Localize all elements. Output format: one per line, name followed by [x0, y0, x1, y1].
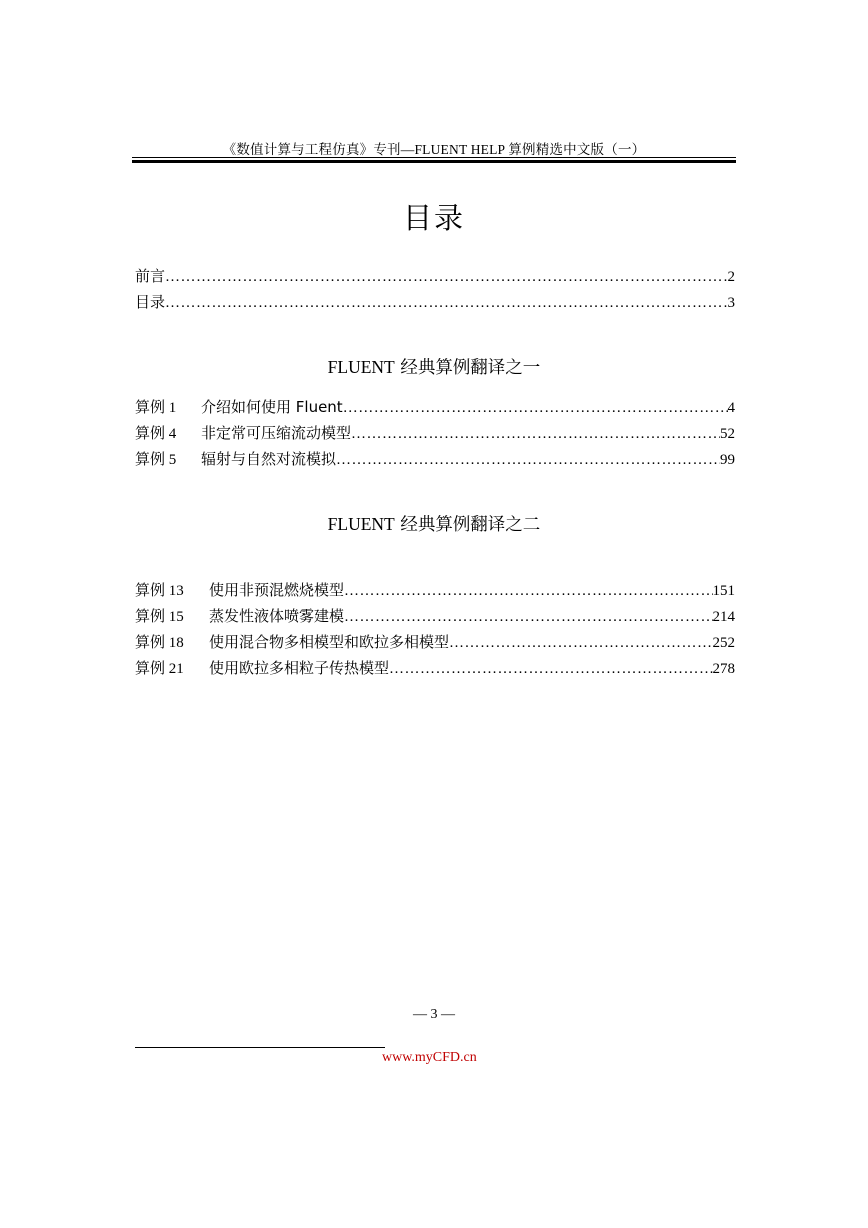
toc-page-number: 99	[720, 452, 735, 468]
toc-row-case-13[interactable]	[135, 579, 735, 601]
toc-page-number: 4	[727, 400, 735, 416]
toc-page-number: 52	[720, 426, 735, 442]
toc-page-number: 3	[727, 295, 735, 311]
header-rule-thin	[132, 157, 736, 158]
running-header: 《数值计算与工程仿真》专刊—FLUENT HELP 算例精选中文版（一）	[222, 142, 646, 157]
toc-label: 前言	[135, 267, 166, 285]
toc-entry-title: 蒸发性液体喷雾建模	[209, 607, 345, 625]
toc-row-contents[interactable]	[135, 291, 735, 313]
toc-entry-title: 使用非预混燃烧模型	[209, 581, 345, 599]
toc-row-case-4[interactable]	[135, 422, 735, 444]
toc-label	[135, 579, 209, 600]
toc-leader-dots	[351, 426, 720, 443]
section-heading-text: 经典算例翻译之一	[394, 358, 541, 378]
section-heading-text: 经典算例翻译之二	[394, 515, 541, 535]
page-title: 目录	[402, 201, 465, 235]
toc-case-number: 算例 21	[135, 661, 184, 677]
toc-leader-dots	[344, 609, 712, 626]
header-rule-thick	[132, 160, 736, 163]
toc-row-case-15[interactable]	[135, 605, 735, 627]
toc-label	[135, 448, 201, 469]
toc-page-number: 252	[712, 635, 735, 651]
toc-entry-title: 辐射与自然对流模拟	[201, 450, 337, 468]
toc-leader-dots	[165, 269, 727, 286]
toc-leader-dots	[343, 400, 728, 417]
toc-row-preface[interactable]	[135, 265, 735, 287]
section-heading-1	[132, 354, 736, 379]
toc-case-number: 算例 15	[135, 609, 184, 625]
toc-leader-dots	[389, 661, 712, 678]
toc-row-case-18[interactable]	[135, 631, 735, 653]
toc-leader-dots	[449, 635, 712, 652]
toc-case-number: 算例 1	[135, 400, 177, 416]
toc-page-number: 278	[712, 661, 735, 677]
toc-label	[135, 396, 201, 417]
toc-label	[135, 631, 209, 652]
toc-row-case-21[interactable]	[135, 657, 735, 679]
toc-case-number: 算例 13	[135, 583, 184, 599]
section-heading-prefix: FLUENT	[327, 514, 395, 534]
page-number: — 3 —	[413, 1007, 455, 1022]
toc-label: 目录	[135, 293, 166, 311]
toc-case-number: 算例 5	[135, 452, 177, 468]
toc-entry-title: 使用欧拉多相粒子传热模型	[209, 659, 390, 677]
toc-entry-title: 使用混合物多相模型和欧拉多相模型	[209, 633, 450, 651]
toc-leader-dots	[165, 295, 727, 312]
toc-page-number: 151	[712, 583, 735, 599]
toc-entry-title: 非定常可压缩流动模型	[201, 424, 352, 442]
footer-url-link[interactable]: www.myCFD.cn	[382, 1050, 477, 1065]
toc-row-case-5[interactable]	[135, 448, 735, 470]
toc-entry-title: 介绍如何使用 Fluent	[201, 398, 343, 416]
toc-case-number: 算例 18	[135, 635, 184, 651]
toc-case-number: 算例 4	[135, 426, 177, 442]
footer-rule	[135, 1047, 385, 1048]
toc-label	[135, 605, 209, 626]
toc-leader-dots	[336, 452, 720, 469]
toc-leader-dots	[344, 583, 712, 600]
toc-row-case-1[interactable]	[135, 396, 735, 418]
section-heading-2	[132, 511, 736, 536]
toc-label	[135, 422, 201, 443]
toc-page-number: 214	[712, 609, 735, 625]
toc-page-number: 2	[727, 269, 735, 285]
toc-label	[135, 657, 209, 678]
section-heading-prefix: FLUENT	[327, 357, 395, 377]
